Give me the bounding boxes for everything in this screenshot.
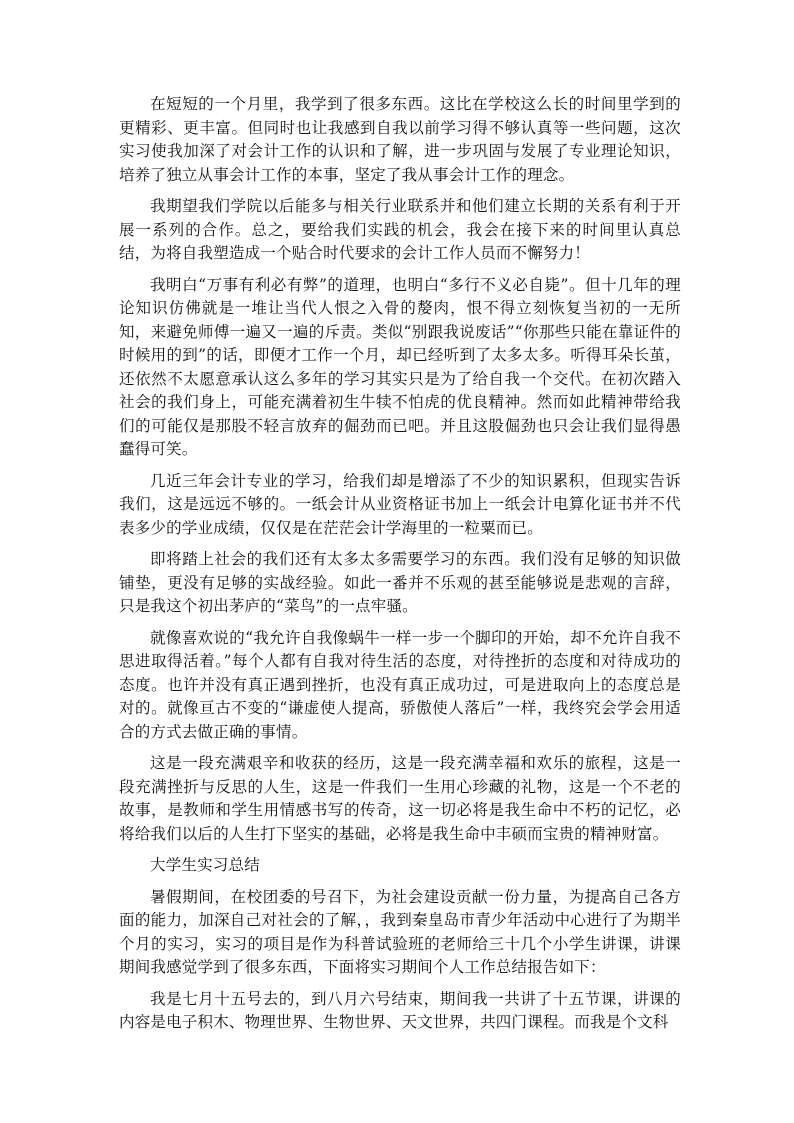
document-page [119, 93, 681, 1043]
paragraph: 暑假期间，在校团委的号召下，为社会建设贡献一份力量，为提高自己各方面的能力，加深自己对社会的了解，，我到秦皇岛市青少年活动中心进行了为期半个月的实习，实习的项目是作为科普试验班的老师给三十几个小学生讲课，讲课期间我感觉学到了很多东西，下面将实习期间个人工作总结报告如下： [119, 887, 681, 976]
paragraph: 就像喜欢说的“我允许自我像蜗牛一样一步一个脚印的开始，却不允许自我不思进取得活着。”每个人都有自我对待生活的态度，对待挫折的态度和对待成功的态度。也许并没有真正遇到挫折，也没有真正成功过，可是进取向上的态度总是对的。就像亘古不变的“谦虚使人提高，骄傲使人落后”一样，我终究会学会用适合的方式去做正确的事情。 [119, 628, 681, 741]
paragraph: 我期望我们学院以后能多与相关行业联系并和他们建立长期的关系有利于开展一系列的合作。总之，要给我们实践的机会，我会在接下来的时间里认真总结，为将自我塑造成一个贴合时代要求的会计工作人员而不懈努力！ [119, 197, 681, 262]
paragraph: 即将踏上社会的我们还有太多太多需要学习的东西。我们没有足够的知识做铺垫，更没有足够的实战经验。如此一番并不乐观的甚至能够说是悲观的言辞，只是我这个初出茅庐的“菜鸟”的一点牢骚。 [119, 550, 681, 615]
section-title: 大学生实习总结 [150, 856, 260, 874]
paragraph: 这是一段充满艰辛和收获的经历，这是一段充满幸福和欢乐的旅程，这是一段充满挫折与反思的人生，这是一件我们一生用心珍藏的礼物，这是一个不老的故事，是教师和学生用情感书写的传奇，这一切必将是我生命中不朽的记忆，必将给我们以后的人生打下坚实的基础，必将是我生命中丰硕而宝贵的精神财富。 [119, 754, 681, 843]
paragraph: 几近三年会计专业的学习，给我们却是增添了不少的知识累积，但现实告诉我们，这是远远不够的。一纸会计从业资格证书加上一纸会计电算化证书并不代表多少的学业成绩，仅仅是在茫茫会计学海里的一粒粟而已。 [119, 471, 681, 537]
paragraph: 我明白“万事有利必有弊”的道理，也明白“多行不义必自毙”。但十几年的理论知识仿佛就是一堆让当代人恨之入骨的嫠肉，恨不得立刻恢复当初的一无所知，来避免师傅一遍又一遍的斥责。类似“别跟我说废话”“你那些只能在靠证件的时候用的到”的话，即便才工作一个月，却已经听到了太多太多。听得耳朵长茧，还依然不太愿意承认这么多年的学习其实只是为了给自我一个交代。在初次踏入社会的我们身上，可能充满着初生牛犊不怕虎的优良精神。然而如此精神带给我们的可能仅是那股不轻言放弃的倔劲而已吧。并且这股倔劲也只会让我们显得愚蠢得可笑。 [119, 275, 681, 458]
paragraph: 我是七月十五号去的，到八月六号结束，期间我一共讲了十五节课，讲课的内容是电子积木、物理世界、生物世界、天文世界，共四门课程。而我是个文科 [119, 989, 681, 1031]
paragraph: 在短短的一个月里，我学到了很多东西。这比在学校这么长的时间里学到的更精彩、更丰富。但同时也让我感到自我以前学习得不够认真等一些问题，这次实习使我加深了对会计工作的认识和了解，进一步巩固与发展了专业理论知识，培养了独立从事会计工作的本事，坚定了我从事会计工作的理念。 [119, 95, 681, 184]
